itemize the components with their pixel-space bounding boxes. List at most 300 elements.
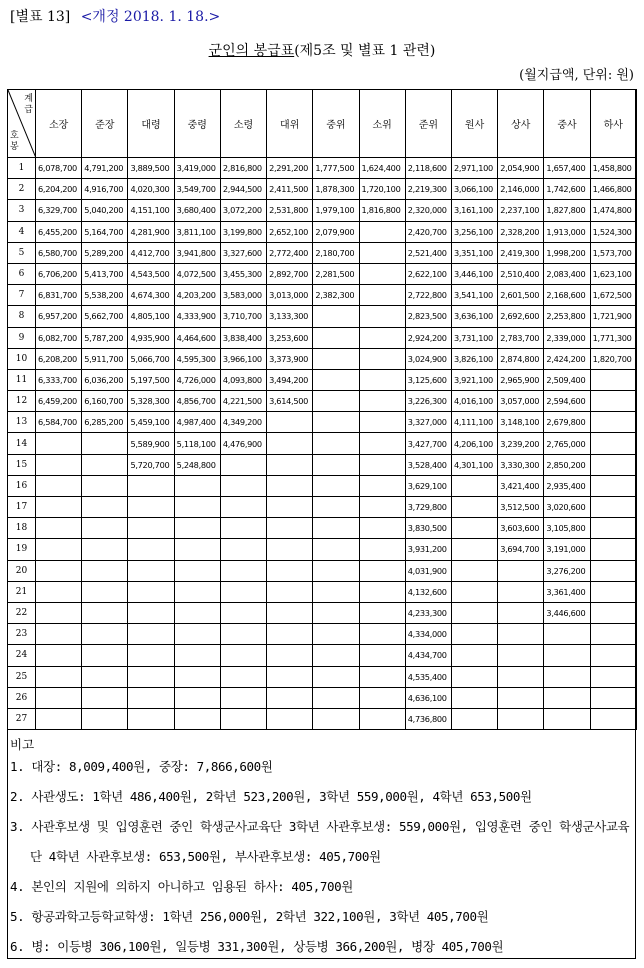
pay-cell: [267, 645, 313, 666]
pay-cell: 3,125,600: [405, 369, 451, 390]
pay-cell: [313, 475, 359, 496]
table-row: [8, 412, 637, 433]
pay-cell: 3,830,500: [405, 518, 451, 539]
pay-cell: 3,528,400: [405, 454, 451, 475]
pay-cell: [220, 454, 266, 475]
pay-cell: 2,692,600: [498, 306, 544, 327]
pay-cell: [174, 602, 220, 623]
pay-cell: [174, 497, 220, 518]
table-row: [8, 306, 637, 327]
pay-table: [7, 89, 637, 730]
pay-cell: [36, 497, 82, 518]
table-row: [8, 327, 637, 348]
pay-cell: 5,197,500: [128, 369, 174, 390]
pay-cell: 2,816,800: [220, 158, 266, 179]
rank-header: 준장: [82, 90, 128, 158]
table-row: [8, 348, 637, 369]
pay-cell: [36, 518, 82, 539]
pay-cell: 6,333,700: [36, 369, 82, 390]
step-number: 11: [8, 369, 36, 390]
pay-cell: [82, 666, 128, 687]
rank-header: 소령: [220, 90, 266, 158]
pay-cell: [451, 645, 497, 666]
pay-cell: [590, 518, 636, 539]
pay-cell: 3,191,000: [544, 539, 590, 560]
step-number: 25: [8, 666, 36, 687]
pay-cell: [498, 560, 544, 581]
pay-cell: 6,455,200: [36, 221, 82, 242]
pay-cell: 1,624,400: [359, 158, 405, 179]
pay-cell: [313, 581, 359, 602]
step-number: 26: [8, 687, 36, 708]
pay-cell: 3,066,100: [451, 179, 497, 200]
pay-cell: 2,924,200: [405, 327, 451, 348]
pay-cell: 4,016,100: [451, 391, 497, 412]
pay-cell: 6,036,200: [82, 369, 128, 390]
pay-cell: [36, 666, 82, 687]
table-row: [8, 369, 637, 390]
pay-cell: 5,787,200: [82, 327, 128, 348]
rank-header: 소위: [359, 90, 405, 158]
pay-cell: [313, 708, 359, 729]
pay-cell: 4,020,300: [128, 179, 174, 200]
pay-cell: 4,543,500: [128, 263, 174, 284]
note-item: 1. 대장: 8,009,400원, 중장: 7,866,600원: [10, 759, 273, 774]
pay-cell: [313, 687, 359, 708]
table-row: [8, 497, 637, 518]
corner-rank-label: [24, 94, 33, 116]
note-item: 3. 사관후보생 및 입영훈련 중인 학생군사교육단 3학년 사관후보생: 559,000원, 입영훈련 중인 학생군사교육: [10, 819, 630, 834]
pay-cell: 1,458,800: [590, 158, 636, 179]
pay-cell: 6,204,200: [36, 179, 82, 200]
pay-cell: [590, 454, 636, 475]
note-item-continuation: 단 4학년 사관후보생: 653,500원, 부사관후보생: 405,700원: [30, 849, 381, 864]
pay-cell: 3,161,100: [451, 200, 497, 221]
step-number: 5: [8, 242, 36, 263]
pay-cell: 3,256,100: [451, 221, 497, 242]
rank-header: 상사: [498, 90, 544, 158]
step-number: 3: [8, 200, 36, 221]
pay-cell: 2,622,100: [405, 263, 451, 284]
pay-cell: 6,082,700: [36, 327, 82, 348]
rank-header: 중령: [174, 90, 220, 158]
pay-cell: [128, 518, 174, 539]
pay-cell: [128, 645, 174, 666]
pay-cell: [82, 454, 128, 475]
pay-cell: [451, 539, 497, 560]
pay-cell: [590, 391, 636, 412]
pay-cell: 3,921,100: [451, 369, 497, 390]
pay-cell: 2,765,000: [544, 433, 590, 454]
pay-cell: 3,446,600: [544, 602, 590, 623]
rank-header: 원사: [451, 90, 497, 158]
pay-cell: 2,253,800: [544, 306, 590, 327]
table-row: [8, 391, 637, 412]
table-row: [8, 433, 637, 454]
step-number: 27: [8, 708, 36, 729]
pay-cell: [82, 475, 128, 496]
title-main: 군인의 봉급표: [208, 43, 295, 59]
pay-cell: [36, 602, 82, 623]
pay-cell: [313, 348, 359, 369]
pay-cell: [82, 687, 128, 708]
step-number: 9: [8, 327, 36, 348]
pay-cell: 2,652,100: [267, 221, 313, 242]
pay-cell: 6,329,700: [36, 200, 82, 221]
pay-cell: 3,024,900: [405, 348, 451, 369]
step-number: 23: [8, 624, 36, 645]
pay-cell: 3,013,000: [267, 285, 313, 306]
note-item: 4. 본인의 지원에 의하지 아니하고 임용된 하사: 405,700원: [10, 879, 353, 894]
pay-cell: [36, 645, 82, 666]
pay-cell: 5,911,700: [82, 348, 128, 369]
pay-cell: [359, 263, 405, 284]
pay-cell: [36, 687, 82, 708]
pay-cell: [220, 560, 266, 581]
table-row: [8, 454, 637, 475]
pay-cell: [313, 369, 359, 390]
table-row: [8, 687, 637, 708]
pay-cell: [82, 518, 128, 539]
pay-cell: [313, 327, 359, 348]
pay-cell: [36, 560, 82, 581]
pay-cell: [359, 497, 405, 518]
pay-cell: [544, 708, 590, 729]
pay-cell: 3,614,500: [267, 391, 313, 412]
table-row: [8, 624, 637, 645]
pay-cell: 5,662,700: [82, 306, 128, 327]
pay-cell: [267, 602, 313, 623]
pay-cell: [590, 369, 636, 390]
pay-cell: [313, 306, 359, 327]
pay-cell: [359, 560, 405, 581]
annex-header: [10, 6, 220, 26]
pay-cell: [174, 539, 220, 560]
pay-cell: [82, 497, 128, 518]
pay-cell: 4,434,700: [405, 645, 451, 666]
pay-cell: [313, 666, 359, 687]
pay-cell: [498, 645, 544, 666]
pay-cell: 2,874,800: [498, 348, 544, 369]
title-ref: (제5조 및 별표 1 관련): [294, 43, 436, 59]
amendment-date: <개정 2018. 1. 18.>: [80, 9, 221, 25]
pay-cell: 5,164,700: [82, 221, 128, 242]
pay-cell: 2,320,000: [405, 200, 451, 221]
pay-cell: [359, 412, 405, 433]
pay-cell: 3,455,300: [220, 263, 266, 284]
pay-cell: [359, 221, 405, 242]
pay-cell: 2,291,200: [267, 158, 313, 179]
pay-cell: 6,078,700: [36, 158, 82, 179]
pay-cell: 2,180,700: [313, 242, 359, 263]
pay-cell: [313, 412, 359, 433]
pay-cell: [267, 518, 313, 539]
pay-cell: [174, 475, 220, 496]
pay-cell: [451, 497, 497, 518]
pay-cell: [82, 539, 128, 560]
annex-label: [별표 13]: [10, 9, 71, 25]
table-row: [8, 518, 637, 539]
step-number: 12: [8, 391, 36, 412]
pay-cell: 4,203,200: [174, 285, 220, 306]
pay-cell: 2,679,800: [544, 412, 590, 433]
table-row: [8, 645, 637, 666]
pay-cell: [498, 666, 544, 687]
corner-step-label: [10, 131, 19, 153]
pay-cell: 1,742,600: [544, 179, 590, 200]
pay-cell: 2,168,600: [544, 285, 590, 306]
pay-cell: 3,710,700: [220, 306, 266, 327]
pay-cell: [498, 687, 544, 708]
pay-cell: [128, 624, 174, 645]
pay-cell: 3,541,100: [451, 285, 497, 306]
rank-header: 준위: [405, 90, 451, 158]
pay-cell: 3,549,700: [174, 179, 220, 200]
table-row: [8, 179, 637, 200]
pay-cell: [451, 475, 497, 496]
pay-cell: 3,419,000: [174, 158, 220, 179]
pay-cell: [267, 560, 313, 581]
pay-cell: 3,427,700: [405, 433, 451, 454]
step-number: 4: [8, 221, 36, 242]
pay-cell: [498, 581, 544, 602]
pay-cell: 4,674,300: [128, 285, 174, 306]
pay-cell: [36, 475, 82, 496]
pay-cell: 2,510,400: [498, 263, 544, 284]
pay-cell: 4,726,000: [174, 369, 220, 390]
rank-header: 중사: [544, 90, 590, 158]
pay-cell: 3,327,000: [405, 412, 451, 433]
pay-cell: 5,328,300: [128, 391, 174, 412]
pay-cell: 2,971,100: [451, 158, 497, 179]
pay-cell: [82, 433, 128, 454]
pay-cell: 3,629,100: [405, 475, 451, 496]
pay-cell: [313, 497, 359, 518]
pay-cell: [498, 602, 544, 623]
pay-cell: 3,512,500: [498, 497, 544, 518]
pay-cell: 2,079,900: [313, 221, 359, 242]
pay-cell: [267, 454, 313, 475]
note-item: 2. 사관생도: 1학년 486,400원, 2학년 523,200원, 3학년 559,000원, 4학년 653,500원: [10, 789, 532, 804]
pay-cell: [451, 687, 497, 708]
pay-cell: 5,538,200: [82, 285, 128, 306]
pay-cell: [359, 518, 405, 539]
pay-cell: 3,133,300: [267, 306, 313, 327]
pay-cell: [267, 539, 313, 560]
pay-cell: [544, 624, 590, 645]
pay-cell: [590, 433, 636, 454]
pay-cell: 3,327,600: [220, 242, 266, 263]
pay-cell: 1,771,300: [590, 327, 636, 348]
pay-cell: 4,736,800: [405, 708, 451, 729]
pay-cell: 4,281,900: [128, 221, 174, 242]
table-row: [8, 263, 637, 284]
pay-cell: 3,446,100: [451, 263, 497, 284]
note-item: 5. 항공과학고등학교학생: 1학년 256,000원, 2학년 322,100원, 3학년 405,700원: [10, 909, 489, 924]
pay-cell: 4,334,000: [405, 624, 451, 645]
pay-cell: 1,524,300: [590, 221, 636, 242]
pay-cell: [267, 624, 313, 645]
pay-cell: [313, 454, 359, 475]
pay-cell: 5,720,700: [128, 454, 174, 475]
table-row: [8, 200, 637, 221]
pay-cell: [313, 433, 359, 454]
pay-cell: 2,823,500: [405, 306, 451, 327]
notes-heading: 비고: [10, 737, 35, 752]
step-number: 8: [8, 306, 36, 327]
pay-cell: [174, 666, 220, 687]
step-number: 15: [8, 454, 36, 475]
pay-cell: 2,419,300: [498, 242, 544, 263]
pay-cell: [267, 412, 313, 433]
pay-cell: 2,420,700: [405, 221, 451, 242]
pay-cell: 3,057,000: [498, 391, 544, 412]
pay-cell: [590, 497, 636, 518]
unit-note: (월지급액, 단위: 원): [519, 68, 634, 83]
pay-cell: [359, 348, 405, 369]
pay-cell: 6,459,200: [36, 391, 82, 412]
pay-cell: 2,339,000: [544, 327, 590, 348]
pay-cell: [498, 708, 544, 729]
pay-cell: [313, 624, 359, 645]
pay-cell: [313, 391, 359, 412]
pay-cell: 1,820,700: [590, 348, 636, 369]
pay-cell: [128, 666, 174, 687]
step-number: 14: [8, 433, 36, 454]
pay-cell: 5,459,100: [128, 412, 174, 433]
pay-cell: [544, 687, 590, 708]
pay-cell: [451, 666, 497, 687]
pay-cell: 6,831,700: [36, 285, 82, 306]
pay-cell: 3,253,600: [267, 327, 313, 348]
pay-cell: 1,777,500: [313, 158, 359, 179]
pay-cell: 3,239,200: [498, 433, 544, 454]
pay-cell: 3,330,300: [498, 454, 544, 475]
pay-cell: 5,066,700: [128, 348, 174, 369]
pay-cell: [220, 645, 266, 666]
pay-cell: [313, 539, 359, 560]
pay-cell: 3,421,400: [498, 475, 544, 496]
pay-cell: 5,289,200: [82, 242, 128, 263]
pay-cell: 4,856,700: [174, 391, 220, 412]
pay-cell: [82, 624, 128, 645]
rank-header: 대위: [267, 90, 313, 158]
pay-cell: [451, 708, 497, 729]
pay-cell: 4,987,400: [174, 412, 220, 433]
pay-cell: 2,083,400: [544, 263, 590, 284]
pay-cell: [267, 666, 313, 687]
pay-cell: [36, 539, 82, 560]
pay-cell: 3,731,100: [451, 327, 497, 348]
pay-cell: 2,146,000: [498, 179, 544, 200]
pay-cell: 4,333,900: [174, 306, 220, 327]
pay-cell: [128, 602, 174, 623]
table-row: [8, 242, 637, 263]
step-number: 16: [8, 475, 36, 496]
pay-cell: [359, 306, 405, 327]
pay-cell: [359, 624, 405, 645]
rank-header: 소장: [36, 90, 82, 158]
pay-cell: 2,281,500: [313, 263, 359, 284]
rank-header: 중위: [313, 90, 359, 158]
pay-cell: [128, 708, 174, 729]
pay-cell: [451, 560, 497, 581]
pay-cell: 3,373,900: [267, 348, 313, 369]
pay-cell: [313, 518, 359, 539]
pay-cell: [128, 687, 174, 708]
table-row: [8, 158, 637, 179]
pay-cell: [359, 454, 405, 475]
pay-cell: 1,979,100: [313, 200, 359, 221]
pay-cell: 3,603,600: [498, 518, 544, 539]
step-number: 18: [8, 518, 36, 539]
pay-cell: [220, 602, 266, 623]
pay-table-header: [8, 90, 637, 158]
pay-cell: 3,494,200: [267, 369, 313, 390]
step-number: 24: [8, 645, 36, 666]
pay-cell: [220, 687, 266, 708]
pay-cell: 5,589,900: [128, 433, 174, 454]
pay-cell: 4,301,100: [451, 454, 497, 475]
pay-cell: 6,160,700: [82, 391, 128, 412]
table-row: [8, 475, 637, 496]
pay-cell: [544, 645, 590, 666]
pay-cell: [359, 539, 405, 560]
pay-cell: [174, 645, 220, 666]
pay-cell: [498, 624, 544, 645]
pay-cell: [359, 708, 405, 729]
step-number: 1: [8, 158, 36, 179]
pay-cell: 1,827,800: [544, 200, 590, 221]
pay-cell: [359, 666, 405, 687]
pay-cell: 4,151,100: [128, 200, 174, 221]
pay-cell: [174, 518, 220, 539]
pay-cell: [220, 475, 266, 496]
pay-cell: [128, 581, 174, 602]
pay-cell: 2,935,400: [544, 475, 590, 496]
notes-section: [10, 735, 630, 967]
pay-cell: 4,805,100: [128, 306, 174, 327]
pay-cell: 4,221,500: [220, 391, 266, 412]
step-number: 7: [8, 285, 36, 306]
pay-cell: 6,957,200: [36, 306, 82, 327]
pay-cell: [590, 666, 636, 687]
corner-top-1: 계: [24, 94, 33, 104]
pay-cell: 3,826,100: [451, 348, 497, 369]
step-number: 22: [8, 602, 36, 623]
pay-cell: [36, 581, 82, 602]
pay-cell: [82, 645, 128, 666]
pay-cell: 1,878,300: [313, 179, 359, 200]
pay-cell: 4,349,200: [220, 412, 266, 433]
step-number: 17: [8, 497, 36, 518]
pay-cell: [359, 645, 405, 666]
pay-cell: 4,476,900: [220, 433, 266, 454]
pay-cell: [82, 560, 128, 581]
pay-cell: 5,040,200: [82, 200, 128, 221]
pay-cell: 2,219,300: [405, 179, 451, 200]
pay-cell: [220, 497, 266, 518]
pay-cell: [174, 708, 220, 729]
step-number: 20: [8, 560, 36, 581]
pay-cell: 6,706,200: [36, 263, 82, 284]
pay-cell: 3,351,100: [451, 242, 497, 263]
pay-cell: 2,783,700: [498, 327, 544, 348]
pay-cell: [359, 285, 405, 306]
pay-cell: [36, 433, 82, 454]
pay-cell: 3,838,400: [220, 327, 266, 348]
pay-cell: 4,111,100: [451, 412, 497, 433]
